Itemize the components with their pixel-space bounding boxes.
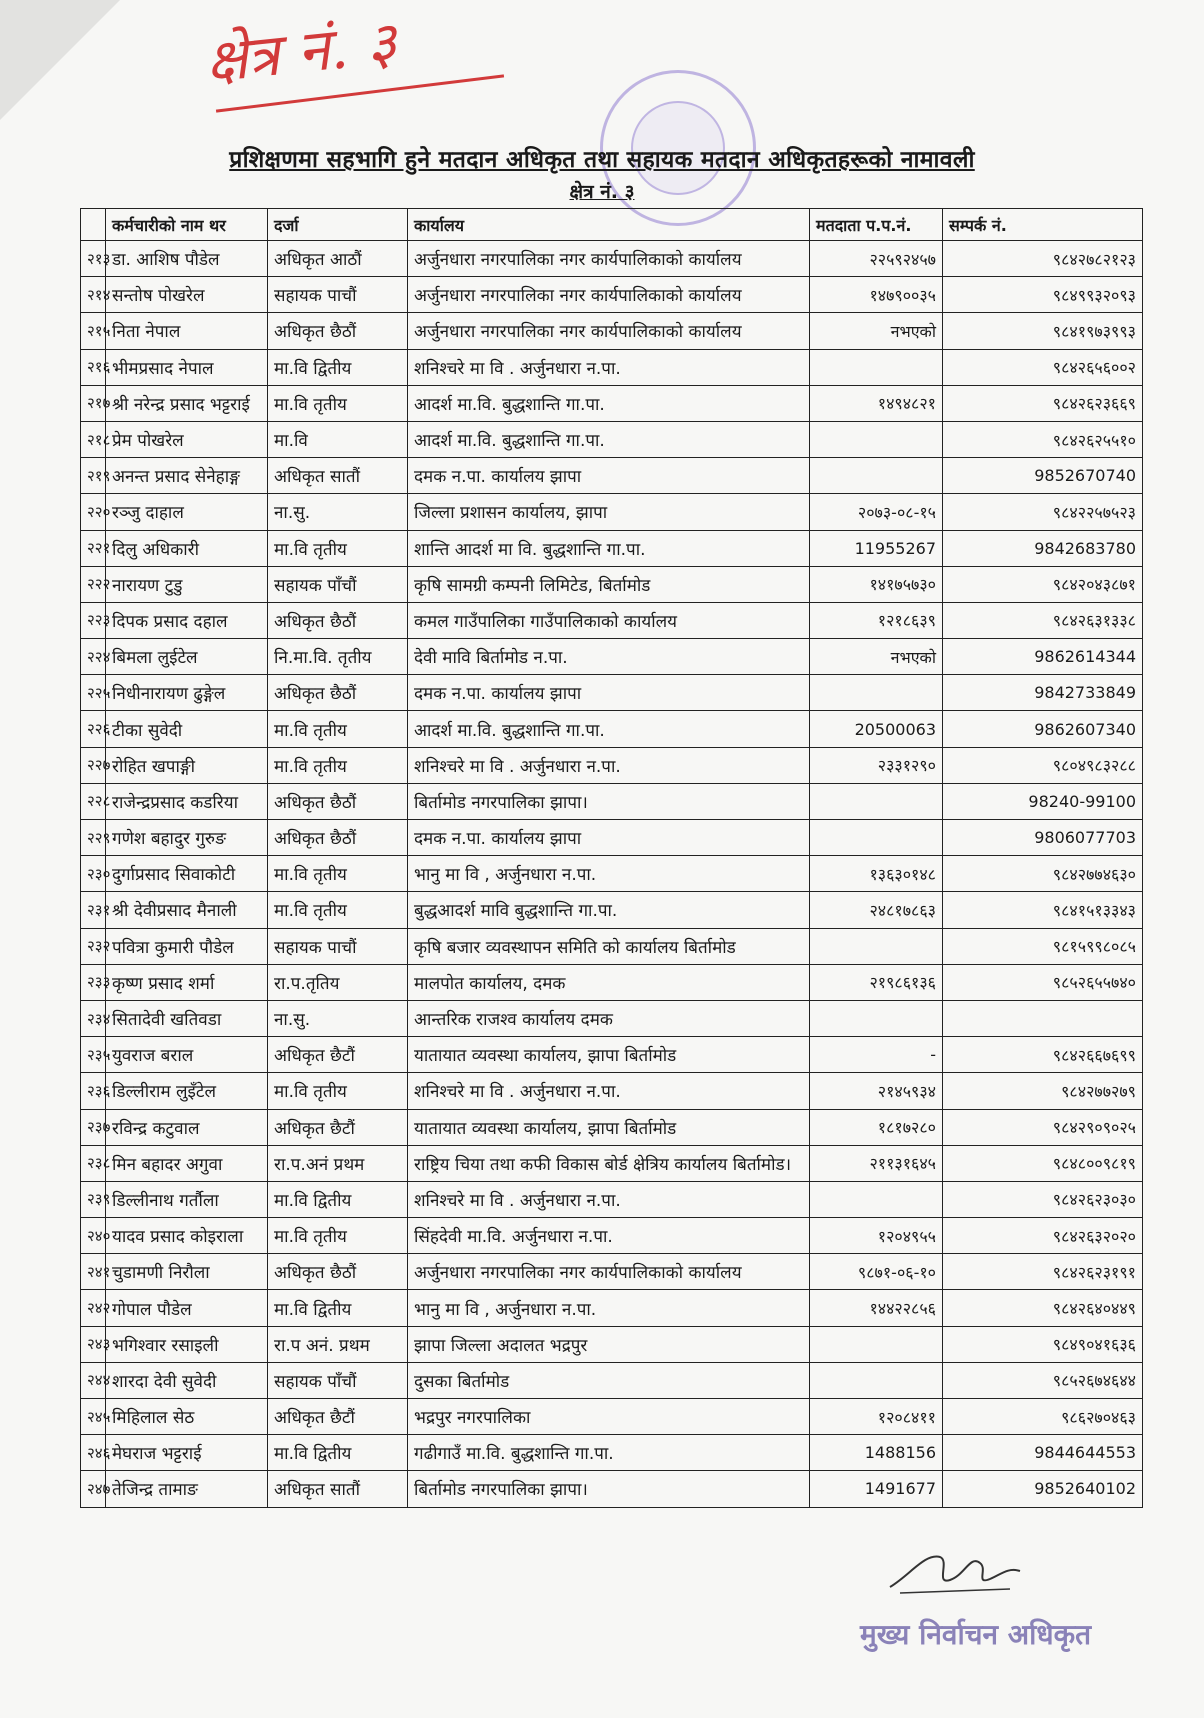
header-voter-id: मतदाता प.प.नं. — [810, 209, 943, 241]
row-serial: २४३ — [81, 1326, 106, 1362]
row-phone: ९८४२६२३१९१ — [943, 1254, 1143, 1290]
row-name: निधीनारायण ढुङ्गेल — [106, 675, 268, 711]
row-phone: ९८०४९८३२८८ — [943, 747, 1143, 783]
row-phone: ९८४८००९८१९ — [943, 1145, 1143, 1181]
table-row — [81, 1290, 1143, 1326]
row-voter-id — [810, 1181, 943, 1217]
row-office: भानु मा वि , अर्जुनधारा न.पा. — [408, 856, 810, 892]
row-rank: मा.वि द्वितीय — [268, 1435, 408, 1471]
row-phone: ९८६२७०४६३ — [943, 1399, 1143, 1435]
row-rank: अधिकृत छैठौं — [268, 602, 408, 638]
staff-roster-table — [80, 208, 1143, 1508]
row-rank: अधिकृत आठौं — [268, 241, 408, 277]
row-voter-id — [810, 421, 943, 457]
row-voter-id — [810, 675, 943, 711]
row-office: आदर्श मा.वि. बुद्धशान्ति गा.पा. — [408, 711, 810, 747]
row-name: रञ्जु दाहाल — [106, 494, 268, 530]
row-office: अर्जुनधारा नगरपालिका नगर कार्यपालिकाको कार्यालय — [408, 313, 810, 349]
row-name: नारायण टुडु — [106, 566, 268, 602]
header-office: कार्यालय — [408, 209, 810, 241]
row-serial: २१३ — [81, 241, 106, 277]
row-voter-id: - — [810, 1037, 943, 1073]
row-serial: २२४ — [81, 639, 106, 675]
row-phone: ९८४२६३१३३८ — [943, 602, 1143, 638]
header-name: कर्मचारीको नाम थर — [106, 209, 268, 241]
row-serial: २२५ — [81, 675, 106, 711]
row-rank: रा.प अनं. प्रथम — [268, 1326, 408, 1362]
document-subtitle: क्षेत्र नं. ३ — [569, 181, 635, 203]
row-serial: २३८ — [81, 1145, 106, 1181]
table-row — [81, 820, 1143, 856]
row-serial: २१८ — [81, 421, 106, 457]
row-voter-id: १२१८६३९ — [810, 602, 943, 638]
row-rank: ना.सु. — [268, 1000, 408, 1036]
row-name: चुडामणी निरौला — [106, 1254, 268, 1290]
row-office: शनिश्चरे मा वि . अर्जुनधारा न.पा. — [408, 349, 810, 385]
row-phone: ९८४२०४३८७१ — [943, 566, 1143, 602]
table-row — [81, 1435, 1143, 1471]
row-serial: २३७ — [81, 1109, 106, 1145]
table-row — [81, 458, 1143, 494]
table-row — [81, 856, 1143, 892]
row-rank: अधिकृत छैटौं — [268, 1037, 408, 1073]
row-voter-id: २४८१७८६३ — [810, 892, 943, 928]
row-serial: २३१ — [81, 892, 106, 928]
row-voter-id: नभएको — [810, 639, 943, 675]
row-name: यादव प्रसाद कोइराला — [106, 1218, 268, 1254]
row-rank: सहायक पाचौं — [268, 277, 408, 313]
table-row — [81, 928, 1143, 964]
table-row — [81, 494, 1143, 530]
row-name: मेघराज भट्टराई — [106, 1435, 268, 1471]
row-serial: २४५ — [81, 1399, 106, 1435]
row-name: तेजिन्द्र तामाङ — [106, 1471, 268, 1507]
row-rank: सहायक पाचौं — [268, 928, 408, 964]
row-office: कृषि बजार व्यवस्थापन समिति को कार्यालय बिर्तामोड — [408, 928, 810, 964]
row-office: आन्तरिक राजश्व कार्यालय दमक — [408, 1000, 810, 1036]
row-name: टीका सुवेदी — [106, 711, 268, 747]
row-rank: रा.प.तृतिय — [268, 964, 408, 1000]
row-name: भीमप्रसाद नेपाल — [106, 349, 268, 385]
table-row — [81, 639, 1143, 675]
table-row — [81, 1362, 1143, 1398]
row-name: दुर्गाप्रसाद सिवाकोटी — [106, 856, 268, 892]
row-voter-id: १४४२२८५६ — [810, 1290, 943, 1326]
row-phone: ९८४२२५७५२३ — [943, 494, 1143, 530]
table-row — [81, 1000, 1143, 1036]
row-voter-id: २३३१२९० — [810, 747, 943, 783]
row-serial: २४६ — [81, 1435, 106, 1471]
row-voter-id: १२०४९५५ — [810, 1218, 943, 1254]
row-voter-id: १३६३०१४८ — [810, 856, 943, 892]
row-office: अर्जुनधारा नगरपालिका नगर कार्यपालिकाको कार्यालय — [408, 277, 810, 313]
row-serial: २३९ — [81, 1181, 106, 1217]
row-phone: 98240-99100 — [943, 783, 1143, 819]
row-name: डा. आशिष पौडेल — [106, 241, 268, 277]
table-row — [81, 747, 1143, 783]
row-phone: ९८४१९७३९९३ — [943, 313, 1143, 349]
row-phone: ९८१५९९८०८५ — [943, 928, 1143, 964]
row-phone: ९८४२६५६००२ — [943, 349, 1143, 385]
table-row — [81, 530, 1143, 566]
row-voter-id — [810, 820, 943, 856]
row-name: भगिश्वार रसाइली — [106, 1326, 268, 1362]
row-name: श्री देवीप्रसाद मैनाली — [106, 892, 268, 928]
row-office: भद्रपुर नगरपालिका — [408, 1399, 810, 1435]
row-name: राजेन्द्रप्रसाद कडरिया — [106, 783, 268, 819]
table-row — [81, 1181, 1143, 1217]
row-phone: ९८४९०४१६३६ — [943, 1326, 1143, 1362]
row-name: कृष्ण प्रसाद शर्मा — [106, 964, 268, 1000]
row-office: यातायात व्यवस्था कार्यालय, झापा बिर्तामोड — [408, 1037, 810, 1073]
row-name: शारदा देवी सुवेदी — [106, 1362, 268, 1398]
table-row — [81, 277, 1143, 313]
row-office: शनिश्चरे मा वि . अर्जुनधारा न.पा. — [408, 1073, 810, 1109]
row-rank: मा.वि — [268, 421, 408, 457]
row-serial: २२० — [81, 494, 106, 530]
table-row — [81, 421, 1143, 457]
row-rank: नि.मा.वि. तृतीय — [268, 639, 408, 675]
row-rank: अधिकृत छैठौं — [268, 675, 408, 711]
row-office: कृषि सामग्री कम्पनी लिमिटेड, बिर्तामोड — [408, 566, 810, 602]
row-phone: ९८५२६५५७४० — [943, 964, 1143, 1000]
row-phone: ९८४२६६७६९९ — [943, 1037, 1143, 1073]
row-name: श्री नरेन्द्र प्रसाद भट्टराई — [106, 385, 268, 421]
row-office: अर्जुनधारा नगरपालिका नगर कार्यपालिकाको कार्यालय — [408, 241, 810, 277]
table-row — [81, 241, 1143, 277]
row-phone: ९८४२७७४६३० — [943, 856, 1143, 892]
row-serial: २१५ — [81, 313, 106, 349]
row-rank: मा.वि तृतीय — [268, 385, 408, 421]
row-serial: २२६ — [81, 711, 106, 747]
row-voter-id — [810, 349, 943, 385]
table-row — [81, 1471, 1143, 1507]
row-serial: २१९ — [81, 458, 106, 494]
row-rank: मा.वि तृतीय — [268, 1218, 408, 1254]
row-rank: मा.वि तृतीय — [268, 711, 408, 747]
row-phone: 9862607340 — [943, 711, 1143, 747]
row-office: जिल्ला प्रशासन कार्यालय, झापा — [408, 494, 810, 530]
row-voter-id: २२५९२४५७ — [810, 241, 943, 277]
row-office: अर्जुनधारा नगरपालिका नगर कार्यपालिकाको कार्यालय — [408, 1254, 810, 1290]
row-phone: 9806077703 — [943, 820, 1143, 856]
row-voter-id: 11955267 — [810, 530, 943, 566]
row-phone: ९८४२६२३६६९ — [943, 385, 1143, 421]
table-row — [81, 313, 1143, 349]
row-name: दिलु अधिकारी — [106, 530, 268, 566]
row-rank: मा.वि द्वितीय — [268, 1290, 408, 1326]
row-voter-id — [810, 783, 943, 819]
row-office: बिर्तामोड नगरपालिका झापा। — [408, 1471, 810, 1507]
row-phone: 9842733849 — [943, 675, 1143, 711]
row-name: पवित्रा कुमारी पौडेल — [106, 928, 268, 964]
row-rank: सहायक पाँचौं — [268, 1362, 408, 1398]
page-fold-corner — [0, 0, 120, 120]
row-phone: ९८४१५१३३४३ — [943, 892, 1143, 928]
row-office: शान्ति आदर्श मा वि. बुद्धशान्ति गा.पा. — [408, 530, 810, 566]
row-serial: २१७ — [81, 385, 106, 421]
row-serial: २३४ — [81, 1000, 106, 1036]
table-row — [81, 892, 1143, 928]
row-phone: ९८४२७७२७९ — [943, 1073, 1143, 1109]
table-row — [81, 1326, 1143, 1362]
row-office: राष्ट्रिय चिया तथा कफी विकास बोर्ड क्षेत्रिय कार्यालय बिर्तामोड। — [408, 1145, 810, 1181]
row-voter-id: २१९८६१३६ — [810, 964, 943, 1000]
row-office: मालपोत कार्यालय, दमक — [408, 964, 810, 1000]
row-voter-id: १४१७५७३० — [810, 566, 943, 602]
row-name: निता नेपाल — [106, 313, 268, 349]
row-phone: 9852670740 — [943, 458, 1143, 494]
table-row — [81, 964, 1143, 1000]
row-rank: अधिकृत सातौं — [268, 1471, 408, 1507]
row-office: दुसका बिर्तामोड — [408, 1362, 810, 1398]
header-rank: दर्जा — [268, 209, 408, 241]
row-phone — [943, 1000, 1143, 1036]
row-office: गढीगाउँ मा.वि. बुद्धशान्ति गा.पा. — [408, 1435, 810, 1471]
row-serial: २२८ — [81, 783, 106, 819]
row-office: कमल गाउँपालिका गाउँपालिकाको कार्यालय — [408, 602, 810, 638]
row-phone: ९८४२७८२१२३ — [943, 241, 1143, 277]
row-name: सितादेवी खतिवडा — [106, 1000, 268, 1036]
row-rank: मा.वि तृतीय — [268, 892, 408, 928]
table-row — [81, 1399, 1143, 1435]
row-serial: २२९ — [81, 820, 106, 856]
row-phone: 9862614344 — [943, 639, 1143, 675]
row-voter-id: नभएको — [810, 313, 943, 349]
row-voter-id: २१४५९३४ — [810, 1073, 943, 1109]
row-rank: मा.वि तृतीय — [268, 856, 408, 892]
row-voter-id: 1488156 — [810, 1435, 943, 1471]
table-header-row — [81, 209, 1143, 241]
row-office: झापा जिल्ला अदालत भद्रपुर — [408, 1326, 810, 1362]
row-voter-id: २०७३-०८-१५ — [810, 494, 943, 530]
row-voter-id: ९८७१-०६-१० — [810, 1254, 943, 1290]
row-voter-id: 1491677 — [810, 1471, 943, 1507]
row-serial: २३० — [81, 856, 106, 892]
row-serial: २४७ — [81, 1471, 106, 1507]
row-name: गोपाल पौडेल — [106, 1290, 268, 1326]
row-rank: मा.वि तृतीय — [268, 747, 408, 783]
row-serial: २३३ — [81, 964, 106, 1000]
row-rank: सहायक पाँचौं — [268, 566, 408, 602]
row-office: सिंहदेवी मा.वि. अर्जुनधारा न.पा. — [408, 1218, 810, 1254]
row-rank: अधिकृत छैटौं — [268, 1399, 408, 1435]
signature-mark — [880, 1545, 1030, 1600]
row-office: शनिश्चरे मा वि . अर्जुनधारा न.पा. — [408, 747, 810, 783]
row-voter-id: १४७९००३५ — [810, 277, 943, 313]
row-serial: २४४ — [81, 1362, 106, 1398]
handwritten-constituency-note: क्षेत्र नं. ३ — [202, 8, 400, 96]
row-office: शनिश्चरे मा वि . अर्जुनधारा न.पा. — [408, 1181, 810, 1217]
row-serial: २२३ — [81, 602, 106, 638]
signatory-title: मुख्य निर्वाचन अधिकृत — [860, 1618, 1092, 1651]
row-name: सन्तोष पोखरेल — [106, 277, 268, 313]
table-row — [81, 1218, 1143, 1254]
header-serial — [81, 209, 106, 241]
row-office: देवी मावि बिर्तामोड न.पा. — [408, 639, 810, 675]
row-phone: 9852640102 — [943, 1471, 1143, 1507]
row-rank: रा.प.अनं प्रथम — [268, 1145, 408, 1181]
row-serial: २२२ — [81, 566, 106, 602]
row-name: दिपक प्रसाद दहाल — [106, 602, 268, 638]
row-rank: मा.वि तृतीय — [268, 530, 408, 566]
row-rank: मा.वि तृतीय — [268, 1073, 408, 1109]
row-serial: २३६ — [81, 1073, 106, 1109]
row-serial: २४१ — [81, 1254, 106, 1290]
row-phone: ९८४२६३२०२० — [943, 1218, 1143, 1254]
row-serial: २१६ — [81, 349, 106, 385]
row-phone: ९८४९९३२०९३ — [943, 277, 1143, 313]
row-office: आदर्श मा.वि. बुद्धशान्ति गा.पा. — [408, 385, 810, 421]
table-row — [81, 385, 1143, 421]
row-voter-id — [810, 1326, 943, 1362]
row-voter-id — [810, 1362, 943, 1398]
row-phone: 9844644553 — [943, 1435, 1143, 1471]
row-voter-id: १८१७२८० — [810, 1109, 943, 1145]
row-name: डिल्लीनाथ गर्तौला — [106, 1181, 268, 1217]
row-rank: ना.सु. — [268, 494, 408, 530]
table-row — [81, 602, 1143, 638]
row-rank: अधिकृत छैटौं — [268, 1109, 408, 1145]
table-row — [81, 711, 1143, 747]
row-name: युवराज बराल — [106, 1037, 268, 1073]
table-row — [81, 783, 1143, 819]
row-serial: २३५ — [81, 1037, 106, 1073]
row-office: दमक न.पा. कार्यालय झापा — [408, 820, 810, 856]
row-voter-id: १२०८४११ — [810, 1399, 943, 1435]
document-title: प्रशिक्षणमा सहभागि हुने मतदान अधिकृत तथा सहायक मतदान अधिकृतहरूको नामावली — [229, 147, 975, 173]
row-office: भानु मा वि , अर्जुनधारा न.पा. — [408, 1290, 810, 1326]
table-row — [81, 1145, 1143, 1181]
row-voter-id — [810, 458, 943, 494]
row-rank: अधिकृत छैठौं — [268, 313, 408, 349]
row-name: डिल्लीराम लुइँटेल — [106, 1073, 268, 1109]
table-row — [81, 1254, 1143, 1290]
row-serial: २२१ — [81, 530, 106, 566]
row-rank: अधिकृत छैठौं — [268, 1254, 408, 1290]
row-name: प्रेम पोखरेल — [106, 421, 268, 457]
row-phone: ९८४२६२३०३० — [943, 1181, 1143, 1217]
row-phone: ९८४२९०९०२५ — [943, 1109, 1143, 1145]
row-serial: २४२ — [81, 1290, 106, 1326]
row-voter-id — [810, 1000, 943, 1036]
row-name: अनन्त प्रसाद सेनेहाङ्ग — [106, 458, 268, 494]
row-name: मिहिलाल सेठ — [106, 1399, 268, 1435]
row-serial: २३२ — [81, 928, 106, 964]
row-office: दमक न.पा. कार्यालय झापा — [408, 458, 810, 494]
header-phone: सम्पर्क नं. — [943, 209, 1143, 241]
row-serial: २२७ — [81, 747, 106, 783]
row-voter-id: 20500063 — [810, 711, 943, 747]
row-voter-id: १४९४८२१ — [810, 385, 943, 421]
table-body — [81, 241, 1143, 1508]
row-rank: मा.वि द्वितीय — [268, 349, 408, 385]
row-rank: अधिकृत सातौं — [268, 458, 408, 494]
row-name: बिमला लुईटेल — [106, 639, 268, 675]
row-office: बिर्तामोड नगरपालिका झापा। — [408, 783, 810, 819]
row-office: यातायात व्यवस्था कार्यालय, झापा बिर्तामोड — [408, 1109, 810, 1145]
row-office: बुद्धआदर्श मावि बुद्धशान्ति गा.पा. — [408, 892, 810, 928]
row-phone: ९८४२६४०४४९ — [943, 1290, 1143, 1326]
row-office: दमक न.पा. कार्यालय झापा — [408, 675, 810, 711]
row-phone: ९८४२६२५५१० — [943, 421, 1143, 457]
row-voter-id — [810, 928, 943, 964]
table-row — [81, 1037, 1143, 1073]
row-voter-id: २११३१६४५ — [810, 1145, 943, 1181]
table-row — [81, 1073, 1143, 1109]
row-phone: ९८५२६७४६४४ — [943, 1362, 1143, 1398]
row-rank: मा.वि द्वितीय — [268, 1181, 408, 1217]
row-rank: अधिकृत छैठौं — [268, 783, 408, 819]
row-phone: 9842683780 — [943, 530, 1143, 566]
row-name: गणेश बहादुर गुरुङ — [106, 820, 268, 856]
row-office: आदर्श मा.वि. बुद्धशान्ति गा.पा. — [408, 421, 810, 457]
table-row — [81, 675, 1143, 711]
row-name: रविन्द्र कटुवाल — [106, 1109, 268, 1145]
row-name: रोहित खपाङ्गी — [106, 747, 268, 783]
row-serial: २४० — [81, 1218, 106, 1254]
table-row — [81, 566, 1143, 602]
row-rank: अधिकृत छैठौं — [268, 820, 408, 856]
row-name: मिन बहादर अगुवा — [106, 1145, 268, 1181]
table-row — [81, 1109, 1143, 1145]
table-row — [81, 349, 1143, 385]
row-serial: २१४ — [81, 277, 106, 313]
